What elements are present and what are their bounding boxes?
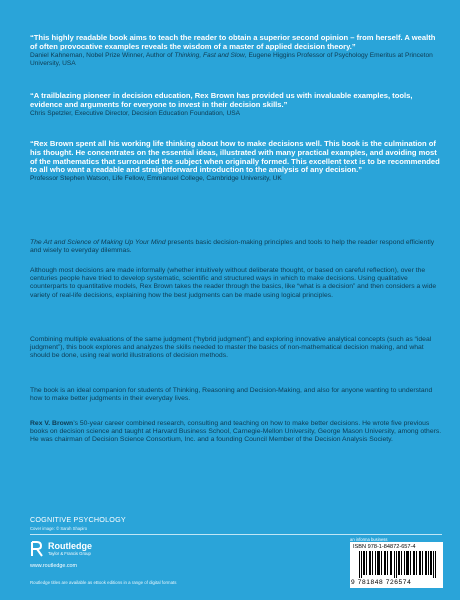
paragraph-4: The book is an ideal companion for students of Thinking, Reasoning and Decision-Making, and also for anyone wanting to understand how to make better judgments in their everyday lives. [30, 387, 433, 403]
author-bio [30, 420, 442, 445]
author-bio-rest: ’s 50-year career combined research, consulting and teaching on how to make better decisions. He wrote five previous books on decision science and taught at Harvard Business School, Carnegie-Mellon University, George Mason University, among others. He was chairman of Decision Science Consortium, Inc. and a founding Council Member of the Decision Analysis Society. [30, 420, 442, 444]
quote-block-3 [30, 140, 442, 183]
paragraph-1-rest: presents basic decision-making principles and tools to help the reader respond efficiently and wisely to everyday dilemmas. [30, 239, 435, 255]
isbn-barcode [350, 542, 443, 588]
paragraph-2: Although most decisions are made informally (whether intuitively without deliberate thought, or based on careful reflection), over the centuries people have tried to develop systematic, scientific and structured ways in which to make decisions. Using qualitative counterparts to quantitative models, Rex Brown takes the reader through the basics, like “what is a decision” and then considers a wide variety of real-life decisions, explaining how the best judgments can be made using logical principles. [30, 267, 437, 299]
publisher-logo-text [48, 542, 92, 556]
routledge-r-icon [30, 541, 44, 557]
divider-line [30, 534, 442, 535]
description-paragraph-1 [30, 239, 442, 255]
quote-attribution-1 [30, 52, 442, 68]
book-title: The Art and Science of Making Up Your Mind [30, 239, 166, 246]
paragraph-1 [30, 239, 442, 255]
quote-attribution-3: Professor Stephen Watson, Life Fellow, Emmanuel College, Cambridge University, UK [30, 175, 282, 183]
attribution-1-pre: Daniel Kahneman, Nobel Prize Winner, Author of [30, 51, 175, 59]
quote-block-2 [30, 92, 442, 118]
quote-block-1 [30, 34, 442, 68]
publisher-name: Routledge [48, 541, 92, 551]
attribution-1-book-title: Thinking, Fast and Slow [174, 51, 245, 59]
author-name: Rex V. Brown [30, 420, 74, 427]
publisher-logo [30, 541, 92, 557]
barcode-digits: 9 781848 726574 [351, 579, 412, 586]
quote-text-3: “Rex Brown spent all his working life thinking about how to make decisions well. This book is the culmination of his thought. He concentrates on the essential ideas, illustrated with many practical examples, and avoiding most of the mathematics that surrounded the subject when originally formed. This excellent text is to be recommended to all who want a readable and straightforward introduction to the analysis of any decision.” [30, 139, 440, 175]
informa-label: an informa business [350, 537, 388, 542]
description-paragraph-2 [30, 267, 442, 300]
cover-image-credit: Cover image: © Sarah Shapiro [30, 526, 88, 531]
barcode-bars [353, 551, 440, 578]
publisher-url: www.routledge.com [30, 563, 78, 569]
paragraph-5 [30, 420, 442, 445]
quote-attribution-2: Chris Spetzler, Executive Director, Decision Education Foundation, USA [30, 109, 241, 117]
quote-text-2: “A trailblazing pioneer in decision education, Rex Brown has provided us with invaluable examples, tools, evidence and arguments for everyone to invest in their decision skills.” [30, 91, 413, 109]
series-label: COGNITIVE PSYCHOLOGY [30, 515, 126, 524]
description-paragraph-3 [30, 336, 442, 361]
description-paragraph-4 [30, 387, 442, 403]
attribution-1-post: , Eugene Higgins Professor of Psychology Emeritus at Princeton University, USA [30, 51, 433, 67]
quote-text-1: “This highly readable book aims to teach the reader to obtain a superior second opinion – from herself. A wealth of often provocative examples reveals the wisdom of a master of applied decision theory.” [30, 33, 436, 51]
publisher-group: Taylor & Francis Group [48, 551, 91, 556]
isbn-text: ISBN 978-1-84872-657-4 [353, 544, 416, 550]
ebook-footnote: Routledge titles are available as eBook editions in a range of digital formats [30, 580, 177, 585]
paragraph-3: Combining multiple evaluations of the same judgment (“hybrid judgment”) and exploring innovative analytical concepts (such as “ideal judgment”), this book explores and analyzes the skills needed to master the basics of non-mathematical decision making, and what should be done, using real world illustrations of decision methods. [30, 336, 432, 360]
